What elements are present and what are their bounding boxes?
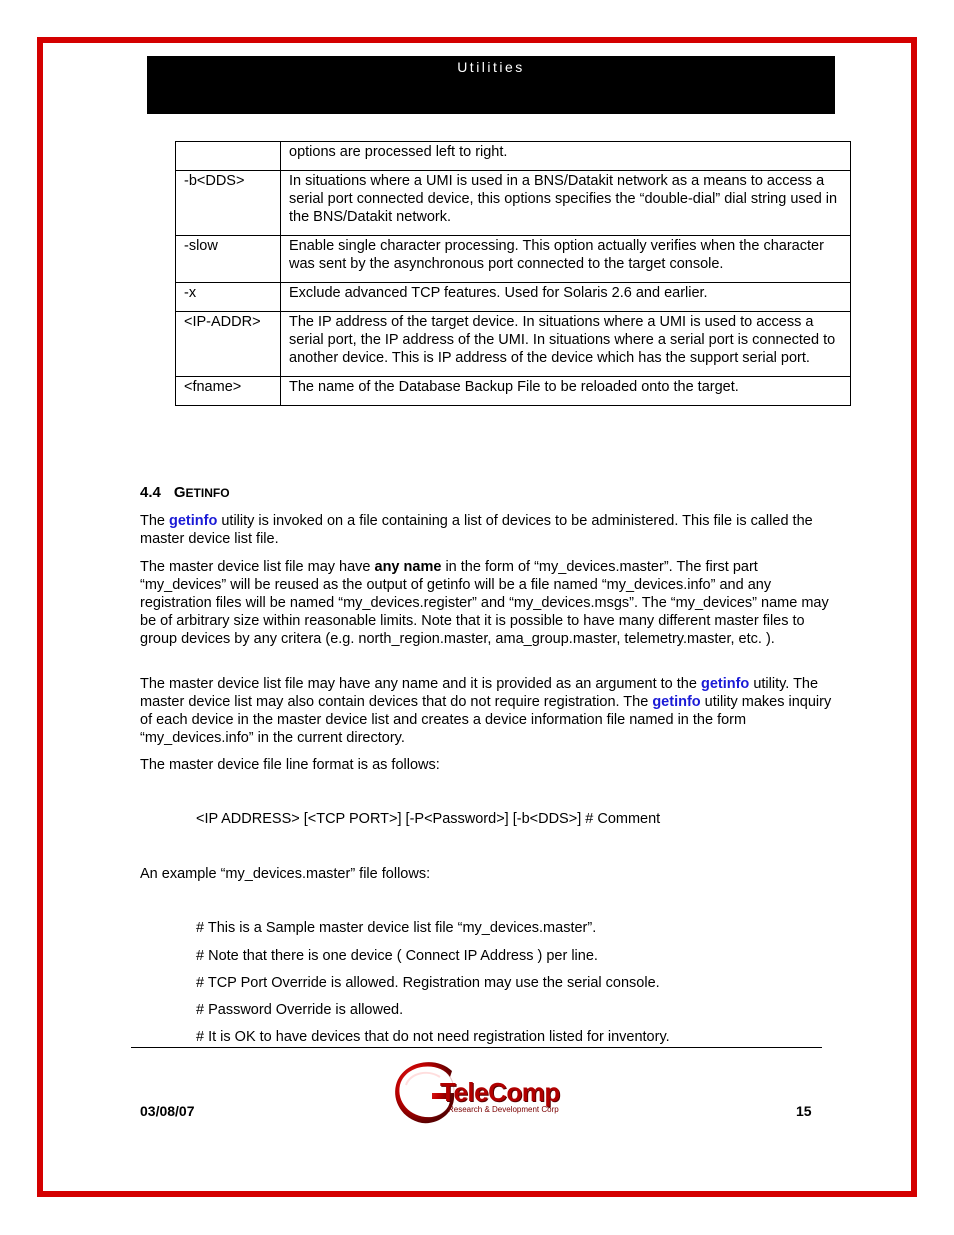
text-run: utility is invoked on a file containing a list of devices to be administered. This file is called the master device list file. xyxy=(140,513,813,547)
example-line: # Note that there is one device ( Connect IP Address ) per line. xyxy=(196,948,598,964)
telecomp-logo xyxy=(392,1055,582,1127)
paragraph-argument xyxy=(140,675,844,747)
footer-date: 03/08/07 xyxy=(140,1103,195,1119)
table-row xyxy=(176,142,851,171)
table-row xyxy=(176,312,851,377)
option-cell: -b<DDS> xyxy=(176,171,281,236)
section-heading xyxy=(140,484,230,501)
text-run: The master device list file may have xyxy=(140,559,375,575)
text-run: utility. The master device list may also contain devices that do not require registration. The xyxy=(140,676,819,710)
paragraph-example-intro: An example “my_devices.master” file follows: xyxy=(140,866,431,882)
section-title-rest: ETINFO xyxy=(185,486,230,500)
logo-subtitle: Research & Development Corp xyxy=(448,1105,559,1114)
text-run: in the form of “my_devices.master”. The first part “my_devices” will be reused as the output of getinfo will be a file named “my_devices.info” and any registration files will be named “my_devices.register” and “my_devices.msgs”. The “my_devices” name may be of arbitrary size within reasonable limits. Note that it is possible to have many different master files to group devices by any critera (e.g. north_region.master, ama_group.master, telemetry.master, etc. ). xyxy=(140,559,829,647)
options-table xyxy=(175,141,851,406)
section-number: 4.4 xyxy=(140,484,161,501)
example-line: # TCP Port Override is allowed. Registration may use the serial console. xyxy=(196,975,660,991)
bold-phrase: any name xyxy=(374,559,442,575)
table-row xyxy=(176,236,851,283)
description-cell: Enable single character processing. This option actually verifies when the character was sent by the asynchronous port connected to the target console. xyxy=(281,236,851,283)
description-cell: The name of the Database Backup File to be reloaded onto the target. xyxy=(281,377,851,406)
page-header xyxy=(147,56,835,114)
option-cell xyxy=(176,142,281,171)
page-number: 15 xyxy=(796,1103,812,1119)
description-cell: In situations where a UMI is used in a BNS/Datakit network as a means to access a serial port connected device, this options specifies the “double-dial” dial string used in the BNS/Datakit network. xyxy=(281,171,851,236)
paragraph-format-intro: The master device file line format is as follows: xyxy=(140,757,440,773)
example-line: # Password Override is allowed. xyxy=(196,1002,404,1018)
paragraph-intro xyxy=(140,512,844,548)
getinfo-keyword: getinfo xyxy=(652,694,701,710)
table-row xyxy=(176,377,851,406)
description-cell: options are processed left to right. xyxy=(281,142,851,171)
getinfo-keyword: getinfo xyxy=(169,513,218,529)
example-line: # It is OK to have devices that do not need registration listed for inventory. xyxy=(196,1029,670,1045)
option-cell: -slow xyxy=(176,236,281,283)
option-cell: -x xyxy=(176,283,281,312)
text-run: The master device list file may have any name and it is provided as an argument to the xyxy=(140,676,701,692)
description-cell: The IP address of the target device. In situations where a UMI is used to access a serial port, the IP address of the UMI. In situations where a serial port is connected to another device. This is IP address of the device which has the support serial port. xyxy=(281,312,851,377)
option-cell: <fname> xyxy=(176,377,281,406)
text-run: utility makes inquiry of each device in the master device list and creates a device information file named in the form “my_devices.info” in the current directory. xyxy=(140,694,832,746)
section-title-initial: G xyxy=(173,484,186,501)
table-row xyxy=(176,171,851,236)
example-line: # This is a Sample master device list file “my_devices.master”. xyxy=(196,920,597,936)
logo-name: TeleComp xyxy=(440,1077,560,1107)
format-line: <IP ADDRESS> [<TCP PORT>] [-P<Password>] [-b<DDS>] # Comment xyxy=(196,811,661,827)
header-title: Utilities xyxy=(457,59,525,75)
footer-divider xyxy=(131,1047,822,1048)
option-cell: <IP-ADDR> xyxy=(176,312,281,377)
text-run: The xyxy=(140,513,170,529)
getinfo-keyword: getinfo xyxy=(700,676,750,692)
table-row xyxy=(176,283,851,312)
paragraph-master-file xyxy=(140,558,844,648)
description-cell: Exclude advanced TCP features. Used for Solaris 2.6 and earlier. xyxy=(281,283,851,312)
